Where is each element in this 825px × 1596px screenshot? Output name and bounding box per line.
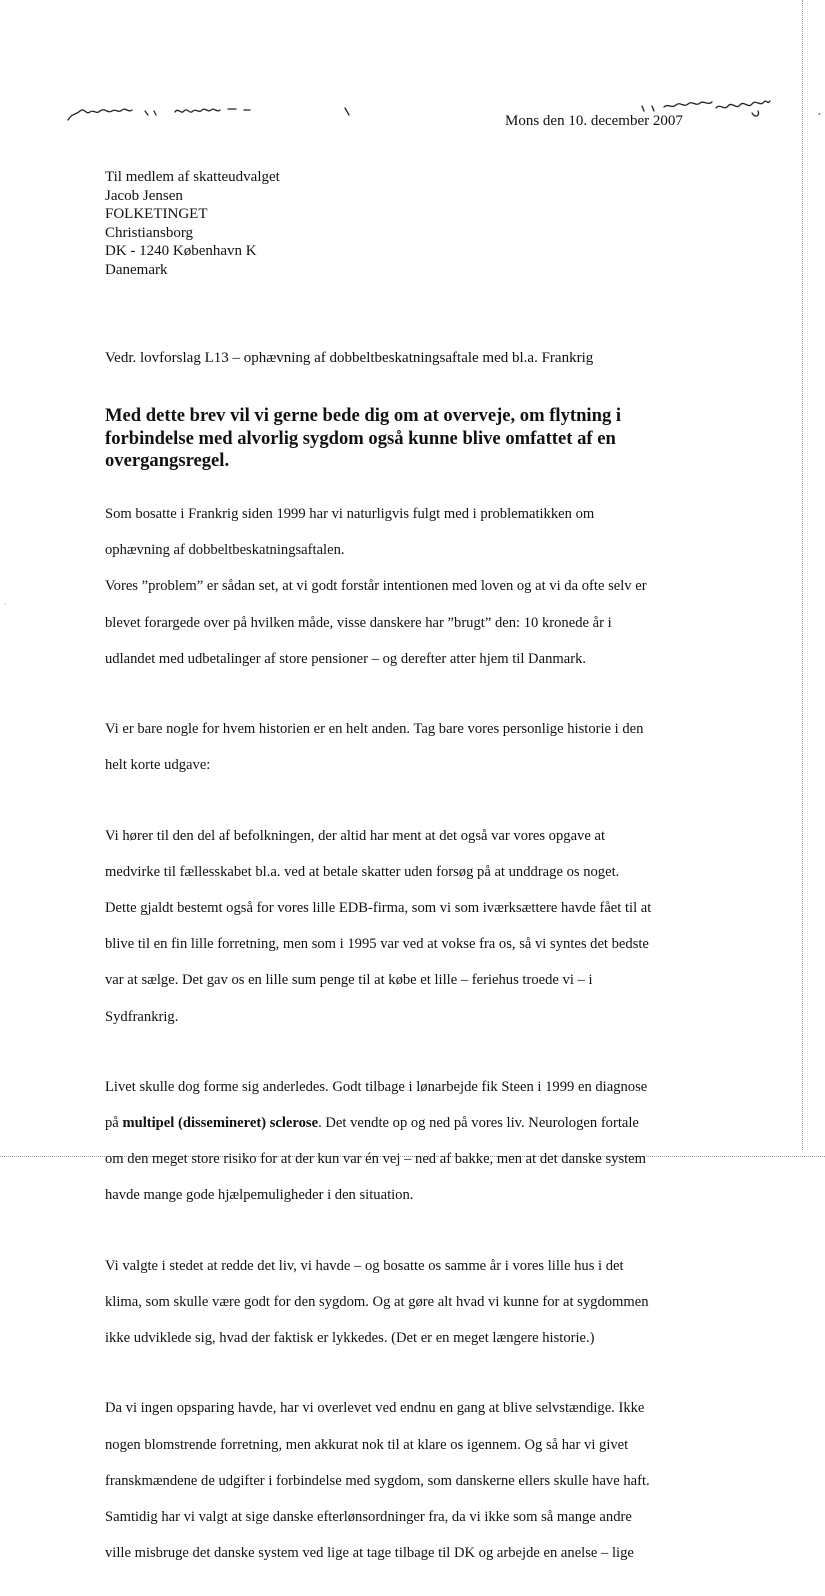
text-line: Vi valgte i stedet at redde det liv, vi havde – og bosatte os samme år i vores lille hus i det bbox=[105, 1257, 624, 1274]
text-line: nogen blomstrende forretning, men akkurat nok til at klare os igennem. Og så har vi givet bbox=[105, 1436, 629, 1453]
text-line: medvirke til fællesskabet bl.a. ved at betale skatter uden forsøg på at unddrage os noget. bbox=[105, 863, 620, 880]
text-line: havde mange gode hjælpemuligheder i den situation. bbox=[105, 1187, 414, 1204]
text-line: blevet forargede over på hvilken måde, visse danskere har ”brugt” den: 10 kronede år i bbox=[105, 614, 612, 631]
text-line: Da vi ingen opsparing havde, har vi overlevet ved endnu en gang at blive selvstændige. Ikke bbox=[105, 1400, 645, 1417]
paragraph bbox=[105, 1381, 715, 1580]
handwritten-scribble bbox=[0, 85, 825, 135]
text-line: franskmændene de udgifter i forbindelse med sygdom, som danskerne ellers skulle have haft. bbox=[105, 1472, 650, 1489]
scan-edge-right bbox=[801, 0, 803, 1150]
paragraph bbox=[105, 702, 715, 792]
text-line: om den meget store risiko for at der kun var én vej – ned af bakke, men at det danske system bbox=[105, 1151, 647, 1168]
text-line: Som bosatte i Frankrig siden 1999 har vi naturligvis fulgt med i problematikken om bbox=[105, 506, 595, 523]
text-line: var at sælge. Det gav os en lille sum penge til at købe et lille – feriehus troede vi – i bbox=[105, 972, 593, 989]
margin-mark: • bbox=[818, 110, 821, 119]
text-fragment: . Det vendte op og ned på vores liv. Neurologen fortale bbox=[318, 1115, 639, 1131]
letter-date: Mons den 10. december 2007 bbox=[505, 113, 683, 129]
bold-diagnosis: multipel (dissemineret) sclerose bbox=[122, 1115, 319, 1131]
address-line: Til medlem af skatteudvalget bbox=[105, 169, 280, 185]
paragraph bbox=[105, 809, 715, 1044]
text-line: helt korte udgave: bbox=[105, 757, 211, 774]
text-line bbox=[105, 1114, 715, 1132]
address-line: DK - 1240 København K bbox=[105, 243, 257, 259]
address-line: Jacob Jensen bbox=[105, 187, 183, 204]
text-line: blive til en fin lille forretning, men som i 1995 var ved at vokse fra os, så vi syntes det bedste bbox=[105, 936, 649, 953]
address-line: Danemark bbox=[105, 261, 168, 278]
paragraph bbox=[105, 1239, 715, 1366]
text-line: Sydfrankrig. bbox=[105, 1008, 179, 1025]
text-line: Samtidig har vi valgt at sige danske efterlønsordninger fra, da vi ikke som så mange andre bbox=[105, 1508, 632, 1525]
text-line: udlandet med udbetalinger af store pensioner – og derefter atter hjem til Danmark. bbox=[105, 650, 587, 667]
letter-body bbox=[105, 487, 715, 1596]
text-line: klima, som skulle være godt for den sygdom. Og at gøre alt hvad vi kunne for at sygdommen bbox=[105, 1293, 649, 1310]
address-line: Christiansborg bbox=[105, 224, 194, 241]
text-line: Vores ”problem” er sådan set, at vi godt forstår intentionen med loven og at vi da ofte selv er bbox=[105, 578, 647, 595]
text-line: Livet skulle dog forme sig anderledes. Godt tilbage i lønarbejde fik Steen i 1999 en diagnose bbox=[105, 1078, 648, 1095]
paragraph bbox=[105, 487, 715, 686]
margin-mark: · bbox=[4, 600, 7, 609]
paragraph bbox=[105, 1060, 715, 1223]
letter-heading: Med dette brev vil vi gerne bede dig om at overveje, om flytning i forbindelse med alvorlig sygdom også kunne blive omfattet af en overgangsregel. bbox=[105, 405, 622, 471]
address-line: FOLKETINGET bbox=[105, 206, 208, 222]
text-fragment: på bbox=[105, 1115, 123, 1131]
text-line: Vi hører til den del af befolkningen, der altid har ment at det også var vores opgave at bbox=[105, 827, 605, 844]
recipient-address bbox=[105, 168, 280, 279]
text-line: ville misbruge det danske system ved lige at tage tilbage til DK og arbejde en anelse – lige bbox=[105, 1545, 634, 1562]
text-line: ophævning af dobbeltbeskatningsaftalen. bbox=[105, 542, 345, 559]
subject-line: Vedr. lovforslag L13 – ophævning af dobbeltbeskatningsaftale med bl.a. Frankrig bbox=[105, 350, 594, 366]
text-line: Vi er bare nogle for hvem historien er en helt anden. Tag bare vores personlige historie i den bbox=[105, 721, 644, 738]
text-line: Dette gjaldt bestemt også for vores lille EDB-firma, som vi som iværksættere havde fået til at bbox=[105, 899, 652, 916]
text-line: ikke udviklede sig, hvad der faktisk er lykkedes. (Det er en meget længere historie.) bbox=[105, 1330, 595, 1347]
